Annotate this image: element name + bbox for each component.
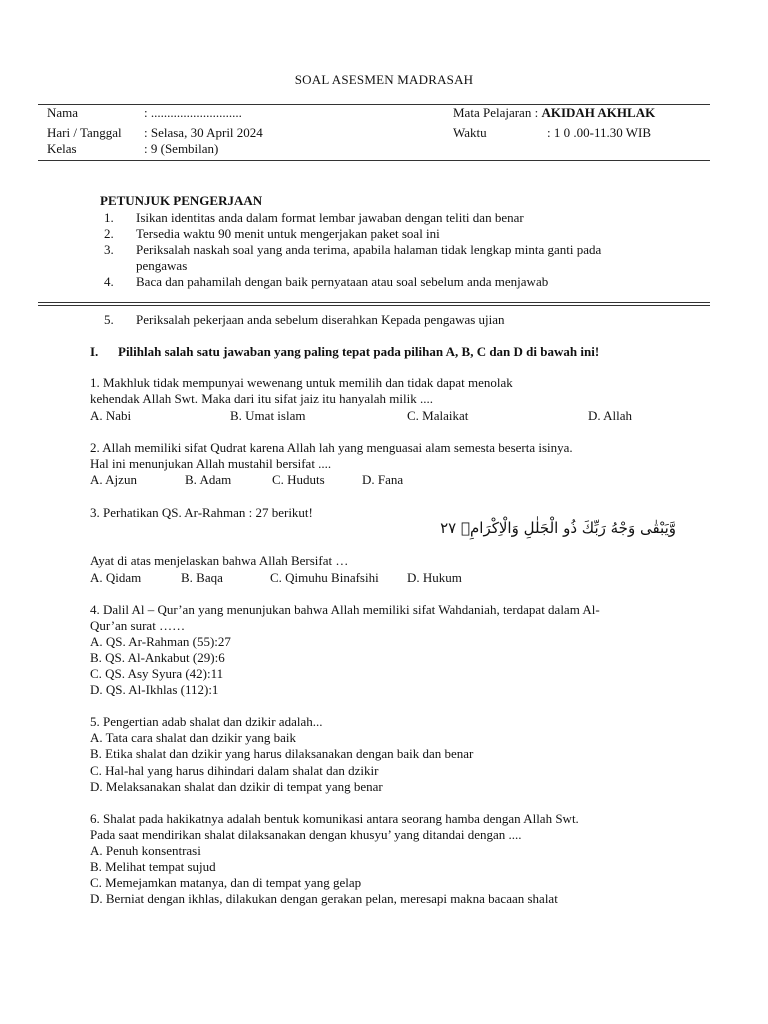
q3-text-line2: Ayat di atas menjelaskan bahwa Allah Bersifat …	[90, 553, 349, 568]
q5-option-b[interactable]: B. Etika shalat dan dzikir yang harus dilaksanakan dengan baik dan benar	[90, 746, 474, 761]
petunjuk-text-3: Periksalah naskah soal yang anda terima, apabila halaman tidak lengkap minta ganti pada	[136, 242, 602, 257]
q3-option-d[interactable]: D. Hukum	[407, 570, 462, 585]
kelas-value: : 9 (Sembilan)	[144, 141, 219, 156]
petunjuk-num-2: 2.	[104, 226, 114, 241]
q3-text-line1: 3. Perhatikan QS. Ar-Rahman : 27 berikut!	[90, 505, 313, 520]
q1-option-c[interactable]: C. Malaikat	[407, 408, 469, 423]
hari-label: Hari / Tanggal	[47, 125, 122, 140]
waktu-label: Waktu	[453, 125, 487, 140]
section-double-rule	[38, 302, 710, 306]
mapel-label: Mata Pelajaran :	[453, 105, 542, 120]
petunjuk-num-5: 5.	[104, 312, 114, 327]
q4-option-d[interactable]: D. QS. Al-Ikhlas (112):1	[90, 682, 219, 697]
q4-option-a[interactable]: A. QS. Ar-Rahman (55):27	[90, 634, 231, 649]
q2-option-b[interactable]: B. Adam	[185, 472, 232, 487]
kelas-label: Kelas	[47, 141, 77, 156]
petunjuk-text-4: Baca dan pahamilah dengan baik pernyataan atau soal sebelum anda menjawab	[136, 274, 549, 289]
q3-option-a[interactable]: A. Qidam	[90, 570, 142, 585]
q6-text-line2: Pada saat mendirikan shalat dilaksanakan dengan khusyu’ yang ditandai dengan ....	[90, 827, 522, 842]
petunjuk-text-2: Tersedia waktu 90 menit untuk mengerjakan paket soal ini	[136, 226, 440, 241]
q6-option-b[interactable]: B. Melihat tempat sujud	[90, 859, 216, 874]
q6-option-a[interactable]: A. Penuh konsentrasi	[90, 843, 201, 858]
q5-option-a[interactable]: A. Tata cara shalat dan dzikir yang baik	[90, 730, 297, 745]
q3-option-b[interactable]: B. Baqa	[181, 570, 223, 585]
petunjuk-num-3: 3.	[104, 242, 114, 257]
q1-text-line1: 1. Makhluk tidak mempunyai wewenang untuk memilih dan tidak dapat menolak	[90, 375, 513, 390]
q4-text-line1: 4. Dalil Al – Qur’an yang menunjukan bahwa Allah memiliki sifat Wahdaniah, terdapat dalam Al-	[90, 602, 600, 617]
petunjuk-text-3-cont: pengawas	[136, 258, 188, 273]
mapel-value: AKIDAH AKHLAK	[541, 105, 656, 120]
q2-option-a[interactable]: A. Ajzun	[90, 472, 137, 487]
q1-option-d[interactable]: D. Allah	[588, 408, 633, 423]
q2-option-c[interactable]: C. Huduts	[272, 472, 325, 487]
section-number: I.	[90, 344, 99, 359]
q4-text-line2: Qur’an surat ……	[90, 618, 186, 633]
nama-value[interactable]: : ............................	[144, 105, 242, 120]
q5-option-d[interactable]: D. Melaksanakan shalat dan dzikir di tempat yang benar	[90, 779, 383, 794]
mapel-field	[453, 105, 655, 121]
petunjuk-heading: PETUNJUK PENGERJAAN	[100, 193, 263, 208]
q5-text-line1: 5. Pengertian adab shalat dan dzikir adalah...	[90, 714, 323, 729]
q6-option-c[interactable]: C. Memejamkan matanya, dan di tempat yang gelap	[90, 875, 362, 890]
q2-text-line1: 2. Allah memiliki sifat Qudrat karena Allah lah yang menguasai alam semesta beserta isinya.	[90, 440, 573, 455]
nama-label: Nama	[47, 105, 79, 120]
q4-option-b[interactable]: B. QS. Al-Ankabut (29):6	[90, 650, 225, 665]
q4-option-c[interactable]: C. QS. Asy Syura (42):11	[90, 666, 224, 681]
q1-text-line2: kehendak Allah Swt. Maka dari itu sifat jaiz itu hanyalah milik ....	[90, 391, 433, 406]
hari-value: : Selasa, 30 April 2024	[144, 125, 263, 140]
petunjuk-num-4: 4.	[104, 274, 114, 289]
q2-text-line2: Hal ini menunjukan Allah mustahil bersifat ....	[90, 456, 332, 471]
section-instruction: Pilihlah salah satu jawaban yang paling tepat pada pilihan A, B, C dan D di bawah ini!	[118, 344, 600, 359]
page-title: SOAL ASESMEN MADRASAH	[294, 72, 474, 87]
q6-text-line1: 6. Shalat pada hakikatnya adalah bentuk komunikasi antara seorang hamba dengan Allah Swt.	[90, 811, 579, 826]
header-bottom-rule	[38, 160, 710, 161]
waktu-value: : 1 0 .00-11.30 WIB	[547, 125, 651, 140]
q5-option-c[interactable]: C. Hal-hal yang harus dihindari dalam shalat dan dzikir	[90, 763, 379, 778]
petunjuk-text-5: Periksalah pekerjaan anda sebelum diserahkan Kepada pengawas ujian	[136, 312, 505, 327]
q1-option-b[interactable]: B. Umat islam	[230, 408, 306, 423]
q3-arabic-verse: وَّيَبْقٰى وَجْهُ رَبِّكَ ذُو الْجَلٰلِ وَالْاِكْرَامِۚ ٢٧	[440, 519, 676, 537]
q1-option-a[interactable]: A. Nabi	[90, 408, 132, 423]
petunjuk-num-1: 1.	[104, 210, 114, 225]
q3-option-c[interactable]: C. Qimuhu Binafsihi	[270, 570, 379, 585]
q2-option-d[interactable]: D. Fana	[362, 472, 404, 487]
q6-option-d[interactable]: D. Berniat dengan ikhlas, dilakukan dengan gerakan pelan, meresapi makna bacaan shalat	[90, 891, 558, 906]
petunjuk-text-1: Isikan identitas anda dalam format lembar jawaban dengan teliti dan benar	[136, 210, 524, 225]
